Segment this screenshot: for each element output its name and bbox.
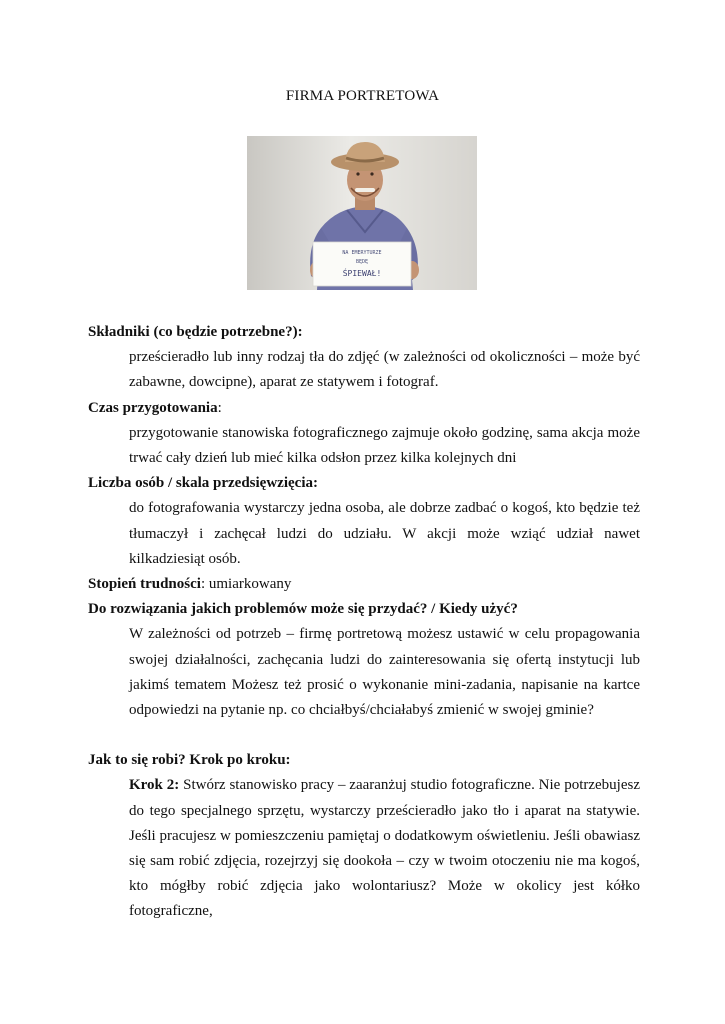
howto-heading: Jak to się robi? Krok po kroku: xyxy=(88,752,291,769)
sign-line-3: ŚPIEWAŁ! xyxy=(342,269,382,278)
portrait-photo xyxy=(247,136,477,290)
document-body xyxy=(88,320,640,925)
sign-line-1: NA EMERYTURZE xyxy=(342,250,382,256)
problems-text: W zależności od potrzeb – firmę portretową możesz ustawić w celu propagowania swojej działalności, zachęcania ludzi do zainteresowania się ofertą instytucji lub jakimś tematem Możesz też prosić o wykonanie mini-zadania, napisanie na kartce odpowiedzi na pytanie np. co chciałbyś/chciałabyś zmienić w swojej gminie? xyxy=(129,626,640,719)
step-text: Stwórz stanowisko pracy – zaaranżuj studio fotograficzne. Nie potrzebujesz do tego specjalnego sprzętu, wystarczy prześcieradło jako tło i aparat na statywie. Jeśli pracujesz w pomieszczeniu pamiętaj o dodatkowym oświetleniu. Jeśli obawiasz się sam robić zdjęcia, rozejrzyj się dookoła – czy w twoim otoczeniu nie ma kogoś, kto mógłby robić zdjęcia jako wolontariusz? Może w okolicy jest kółko fotograficzne, xyxy=(129,777,640,920)
difficulty-line xyxy=(88,572,640,597)
step-paragraph xyxy=(88,773,640,924)
problems-heading: Do rozwiązania jakich problemów może się przydać? / Kiedy użyć? xyxy=(88,601,518,618)
difficulty-value: : umiarkowany xyxy=(200,576,292,593)
ingredients-text: prześcieradło lub inny rodzaj tła do zdjęć (w zależności od okoliczności – może być zabawne, dowcipne), aparat ze statywem i fotograf. xyxy=(129,349,640,391)
sign-line-2: BĘDĘ xyxy=(355,259,369,265)
paragraph-gap xyxy=(88,723,640,748)
document-title: FIRMA PORTRETOWA xyxy=(285,88,440,104)
difficulty-heading: Stopień trudności xyxy=(88,576,201,593)
prep-colon: : xyxy=(217,399,222,416)
prep-heading-line xyxy=(88,396,640,421)
step-label: Krok 2: xyxy=(129,777,180,794)
ingredients-heading: Składniki (co będzie potrzebne?): xyxy=(88,324,303,340)
people-heading: Liczba osób / skala przedsięwzięcia: xyxy=(88,475,318,492)
prep-heading: Czas przygotowania xyxy=(88,399,218,416)
prep-text: przygotowanie stanowiska fotograficznego zajmuje około godzinę, sama akcja może trwać cały dzień lub mieć kilka odsłon przez kilka kolejnych dni xyxy=(129,424,640,467)
people-text: do fotografowania wystarczy jedna osoba, ale dobrze zadbać o kogoś, kto będzie też tłumaczył i zachęcał ludzi do udziału. W akcji może wziąć udział nawet kilkadziesiąt osób. xyxy=(129,500,640,567)
